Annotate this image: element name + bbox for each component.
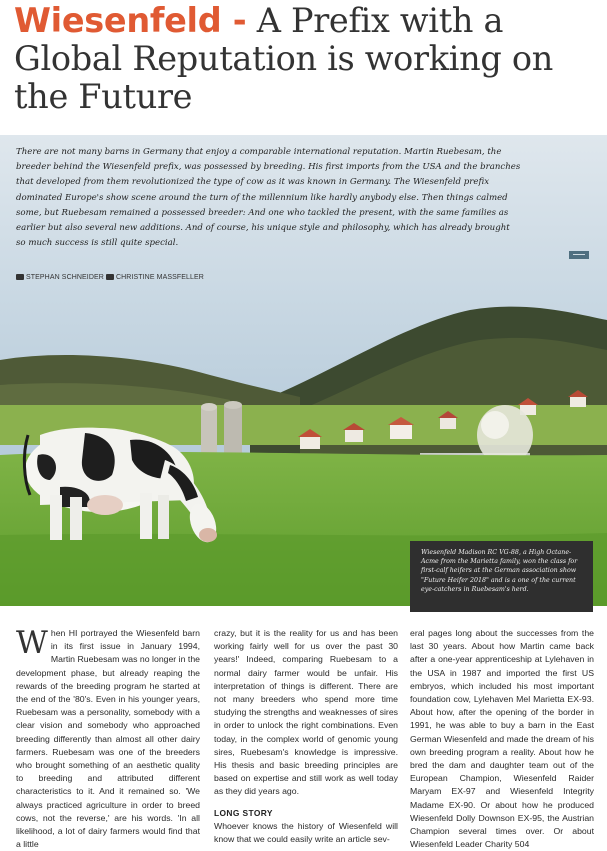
page-tab-marker — [569, 251, 589, 259]
title-rest: A Prefix with a Global Reputation is working on the Future — [14, 1, 554, 116]
photo-credit: CHRISTINE MASSFELLER — [115, 274, 204, 281]
column-3-text: eral pages long about the successes from the last 30 years. About how Martin came back after a one-year apprenticeship at Lylehaven in the USA in 1987 and imported the first US embryos, which included his most important foundation cow, Lylehaven Mel Marietta EX-93. About how, after the opening of the border in 1991, he was able to buy a barn in the East German Wiesenfeld and made the dream of his own breeding program a reality. About how he bred the dam and daughter team out of the European Champion, Wiesenfeld Raider Maryam EX-97 and Wiesenfeld Integrity Madame EX-90. Or about how he produced Wiesenfeld Dolly Downson EX-95, the Austrian Champion several times over. Or about Wiesenfeld Leader Charity 504 — [410, 628, 594, 850]
author-credit: STEPHAN SCHNEIDER — [26, 274, 104, 281]
column-2-text-continued: Whoever knows the history of Wiesenfeld will know that we could easily write an article sev- — [214, 820, 398, 845]
drop-cap: W — [16, 625, 48, 661]
column-1-text: hen HI portrayed the Wiesenfeld barn in its first issue in January 1994, Martin Ruebesam was no longer in the development phase, but already reaping the rewards of the breeding program he started at the end of the '80's. Even in his younger years, Ruebesam was a personality, somebody with a clear vision and somebody who approached breeding differently than almost all other dairy farmers. Ruebesam was one of the breeders who brought something of an aesthetic quality to breeding and attributed different characteristics to it. And it remained so. 'We always practiced agriculture in order to breed cows, not the reverse,' are his words. 'In all likelihood, a lot of dairy farmers would find that a little — [16, 628, 200, 850]
title-accent: Wiesenfeld - — [14, 1, 247, 40]
pen-icon — [16, 274, 24, 280]
credits-line — [16, 274, 204, 281]
subheading-long-story: LONG STORY — [214, 807, 273, 818]
intro-paragraph: There are not many barns in Germany that enjoy a comparable international reputation. Martin Ruebesam, the breeder behind the Wiesenfeld prefix, was possessed by breeding. His first imports from the USA and the branches that developed from them revolutionized the type of cow as it was known in Germany. The Wiesenfeld prefix dominated Europe's show scene around the turn of the millennium like hardly anybody else. Then things calmed some, but Ruebesam remained a possessed breeder: And one who tackled the present, with the same families as earlier but also several new additions. And of course, his unique style and philosophy, which has already brought so much success is still quite special. — [16, 147, 521, 249]
body-column-3 — [410, 627, 594, 851]
camera-icon — [106, 274, 114, 280]
article-title — [14, 2, 599, 116]
photo-caption: Wiesenfeld Madison RC VG-88, a High Octane-Acme from the Marietta family, won the class for first-calf heifers at the German association show "Future Heifer 2018" and is a one of the current eye-catchers in Ruebesam's herd. — [410, 541, 593, 612]
body-column-1 — [16, 627, 200, 851]
body-column-2 — [214, 627, 398, 846]
column-2-text: crazy, but it is the reality for us and has been working fairly well for us over the past 30 years!' Indeed, comparing Ruebesam to a normal dairy farmer would be unfair. His interpretation of things is different. There are not many breeders who spend more time studying the strengths and weaknesses of sires in order to unlock the right combinations. Even today, in the complex world of genomic young sires, Ruebesam's knowledge is impressive. His thesis and basic breeding principles are based on expertise and still work as well today as they did years ago. — [214, 628, 398, 797]
